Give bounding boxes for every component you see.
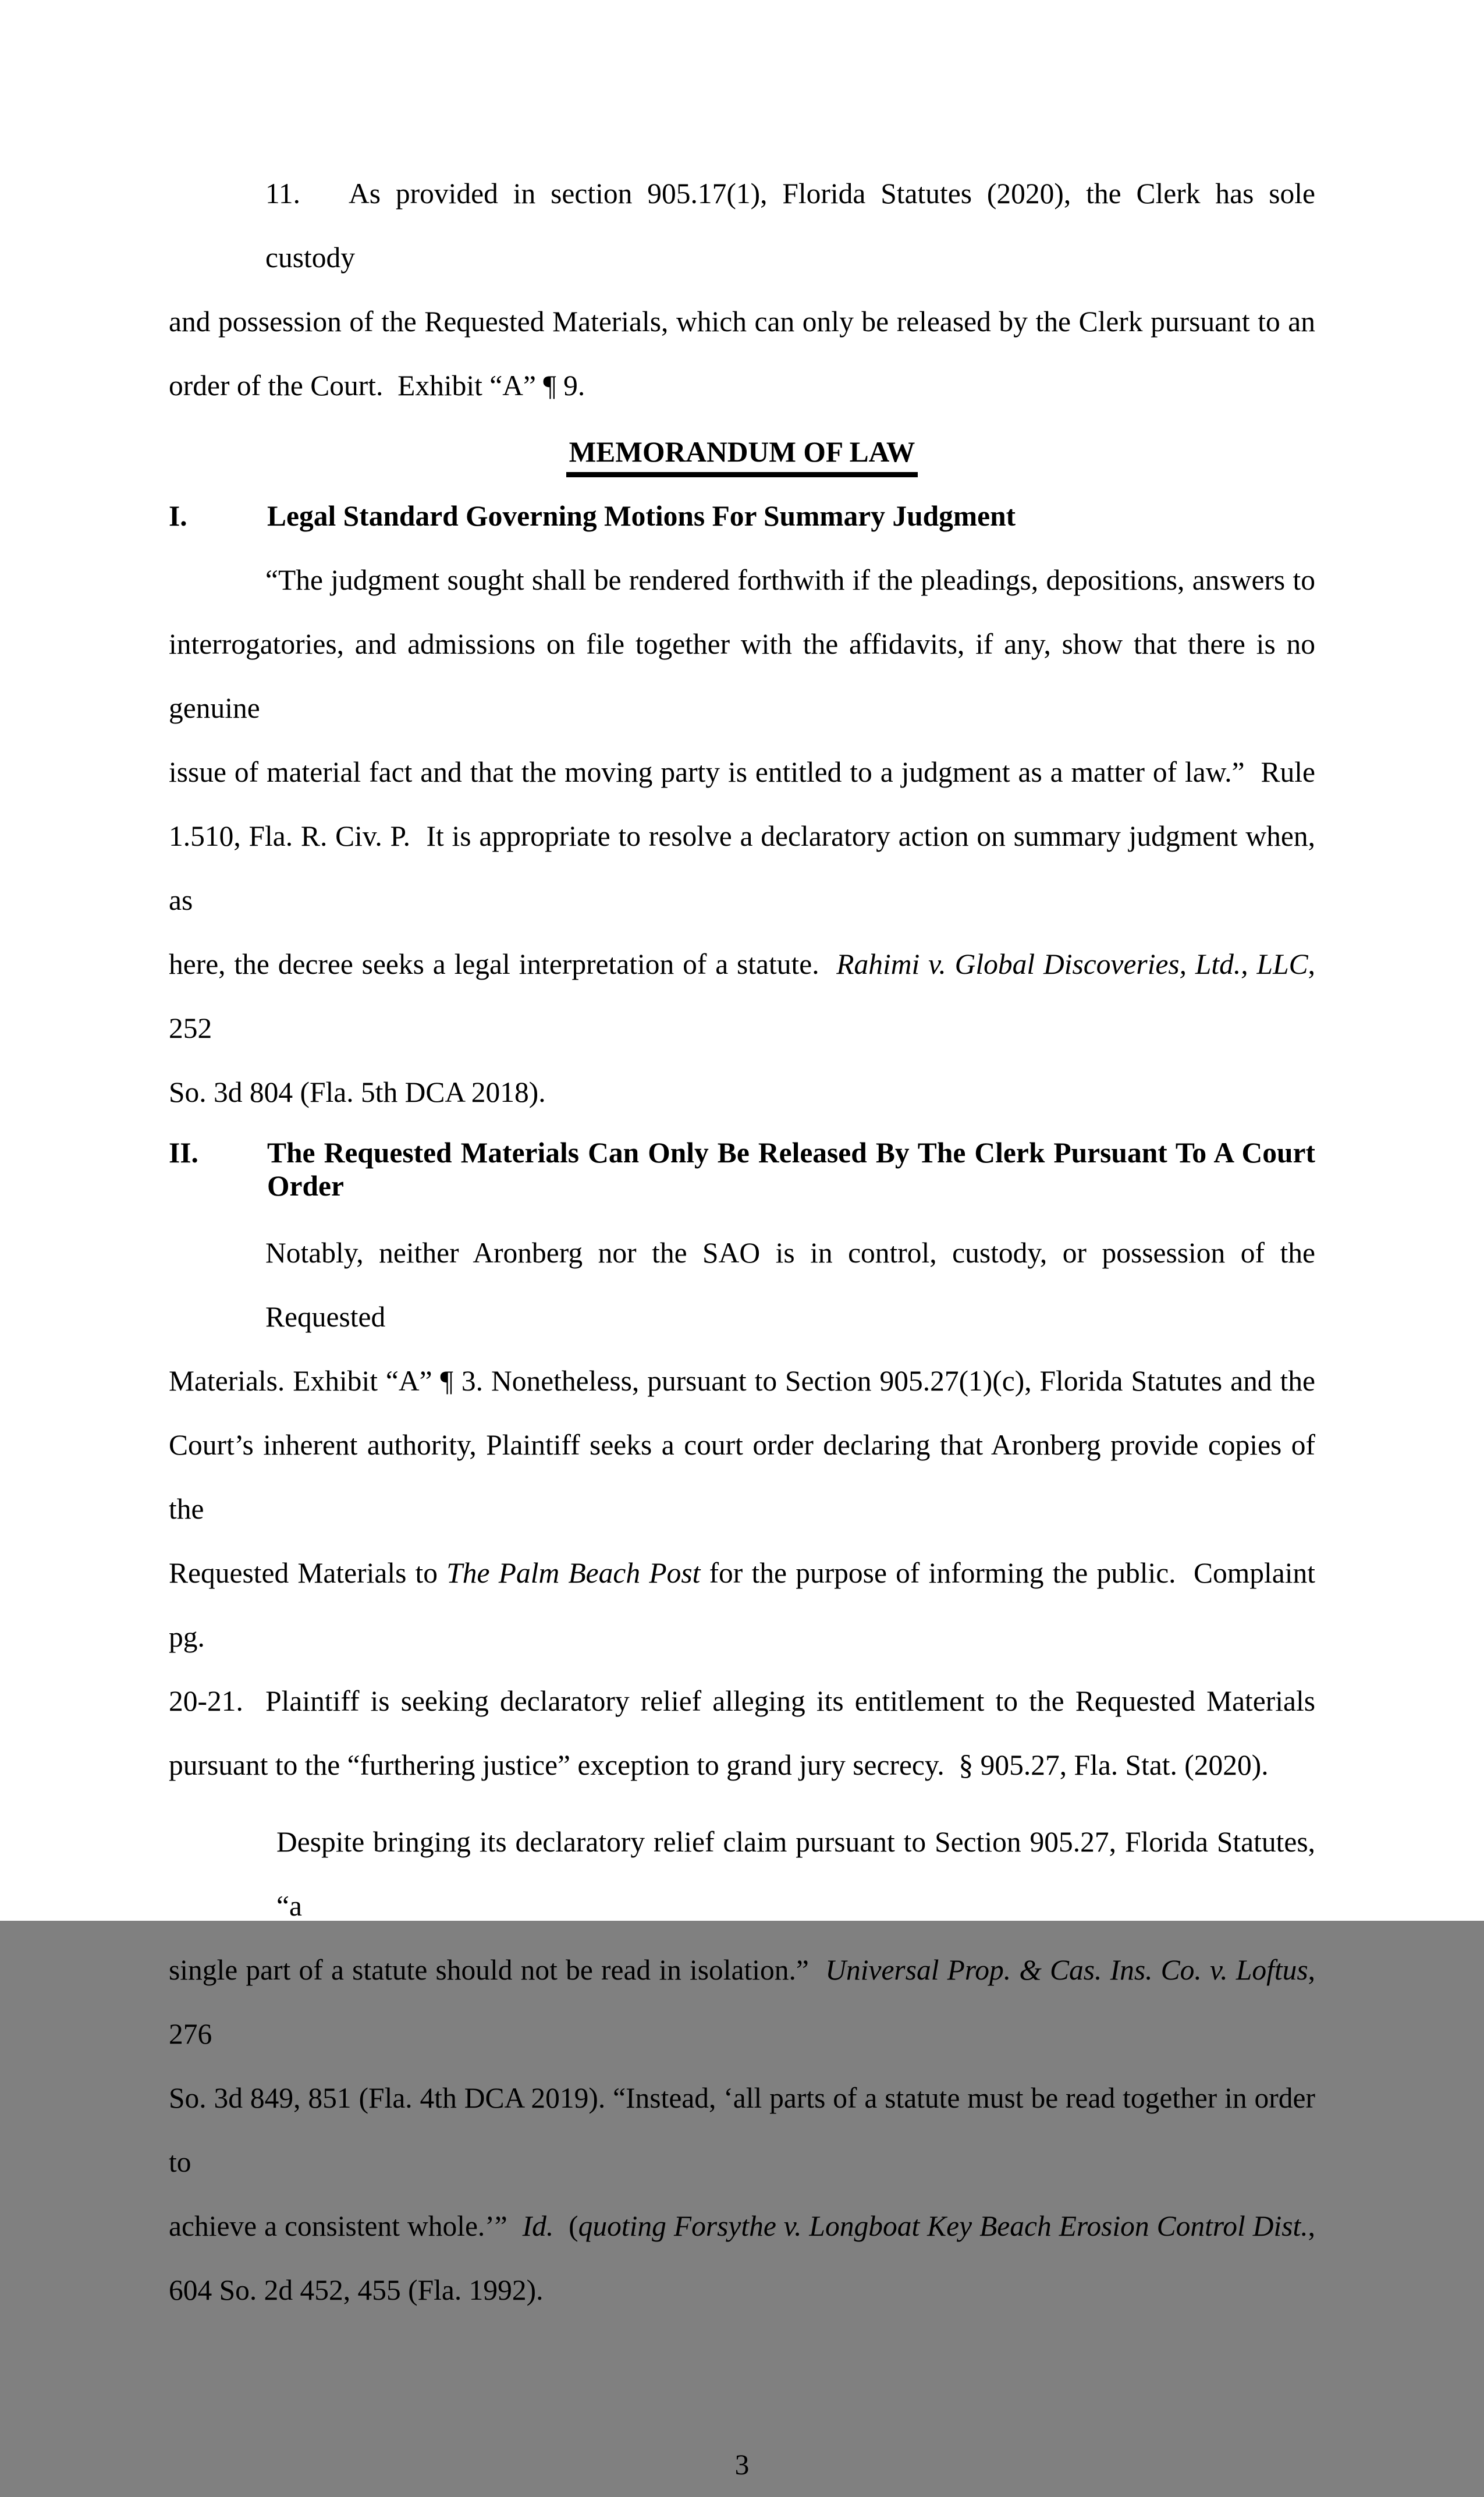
body-text: So. 3d 804 (Fla. 5th DCA 2018).	[169, 1076, 546, 1108]
text-line	[267, 1169, 1315, 1203]
text-line	[169, 2194, 1315, 2258]
text-line	[267, 1136, 1315, 1169]
text-line	[169, 2258, 1315, 2322]
text-line	[169, 1810, 1315, 1938]
text-line	[169, 1060, 1315, 1125]
body-text: Order	[267, 1170, 344, 1202]
body-text: 20-21. Plaintiff is seeking declaratory relief alleging its entitlement to the Requested Materials	[169, 1685, 1315, 1717]
page-number: 3	[734, 2449, 750, 2481]
text-line	[169, 1938, 1315, 2066]
body-text: issue of material fact and that the moving party is entitled to a judgment as a matter of law.” Rule	[169, 756, 1315, 788]
paragraph-11	[169, 162, 1315, 418]
italic-citation-text: Rahimi v. Global Discoveries, Ltd., LLC	[836, 948, 1308, 980]
body-text: pursuant to the “furthering justice” exception to grand jury secrecy. § 905.27, Fla. Stat. (2020).	[169, 1749, 1269, 1781]
body-text: and possession of the Requested Materials, which can only be released by the Clerk pursuant to an	[169, 306, 1315, 338]
text-line	[169, 354, 1315, 418]
text-line	[169, 1349, 1315, 1413]
body-text: here, the decree seeks a legal interpretation of a statute.	[169, 948, 837, 980]
paragraph-despite	[169, 1810, 1315, 2322]
body-text: As provided in section 905.17(1), Florida Statutes (2020), the Clerk has sole custody	[265, 178, 1315, 274]
paragraph-number: 11.	[265, 178, 301, 210]
text-line	[169, 548, 1315, 612]
text-line	[169, 1541, 1315, 1669]
text-line	[169, 1733, 1315, 1797]
italic-citation-text: The Palm Beach Post	[446, 1557, 701, 1589]
body-text: Requested Materials to	[169, 1557, 447, 1589]
body-text: “The judgment sought shall be rendered forthwith if the pleadings, depositions, answers to	[265, 564, 1315, 596]
body-text: 1.510, Fla. R. Civ. P. It is appropriate to resolve a declaratory action on summary judgment when, as	[169, 820, 1315, 916]
text-line	[169, 1221, 1315, 1349]
body-text: ,	[1308, 2210, 1315, 2242]
section-2-number: II.	[169, 1137, 198, 1169]
body-text: single part of a statute should not be read in isolation.”	[169, 1954, 826, 1986]
section-2-heading	[169, 1136, 1315, 1203]
text-line	[169, 162, 1315, 290]
text-line	[169, 740, 1315, 804]
body-text: achieve a consistent whole.’”	[169, 2210, 523, 2242]
section-1-heading	[169, 484, 1315, 548]
body-text: The Requested Materials Can Only Be Released By The Clerk Pursuant To A Court	[267, 1137, 1315, 1169]
italic-citation-text: quoting Forsythe v. Longboat Key Beach Erosion Control Dist.	[578, 2210, 1308, 2242]
memorandum-of-law-heading-text: MEMORANDUM OF LAW	[566, 434, 918, 477]
body-text: 604 So. 2d 452, 455 (Fla. 1992).	[169, 2274, 544, 2306]
text-line	[169, 2066, 1315, 2194]
body-text: Court’s inherent authority, Plaintiff seeks a court order declaring that Aronberg provide copies of the	[169, 1429, 1315, 1525]
section-2-title	[267, 1136, 1315, 1203]
italic-citation-text: Universal Prop. & Cas. Ins. Co. v. Loftus	[825, 1954, 1308, 1986]
body-text: Notably, neither Aronberg nor the SAO is in control, custody, or possession of the Requested	[265, 1237, 1315, 1333]
section-1-title: Legal Standard Governing Motions For Summary Judgment	[267, 500, 1016, 532]
body-text: Materials. Exhibit “A” ¶ 3. Nonetheless, pursuant to Section 905.27(1)(c), Florida Statutes and the	[169, 1365, 1315, 1397]
text-line	[169, 1669, 1315, 1733]
document-content	[169, 162, 1315, 2497]
body-text: interrogatories, and admissions on file together with the affidavits, if any, show that there is no genuine	[169, 628, 1315, 724]
body-text: , 252	[169, 948, 1315, 1044]
text-line	[169, 612, 1315, 740]
body-text: order of the Court. Exhibit “A” ¶ 9.	[169, 370, 585, 402]
body-text: Despite bringing its declaratory relief claim pursuant to Section 905.27, Florida Statutes, “a	[276, 1826, 1315, 1922]
body-text: for the purpose of informing the public. Complaint pg.	[169, 1557, 1315, 1653]
text-line	[169, 290, 1315, 354]
section-1-number: I.	[169, 500, 187, 532]
text-line	[169, 932, 1315, 1060]
paragraph-legal-standard	[169, 548, 1315, 1125]
paragraph-notably	[169, 1221, 1315, 1797]
body-text: So. 3d 849, 851 (Fla. 4th DCA 2019). “Instead, ‘all parts of a statute must be read together in order to	[169, 2082, 1315, 2178]
italic-citation-text: Id.	[522, 2210, 554, 2242]
body-text: , 276	[169, 1954, 1315, 2050]
memorandum-of-law-heading	[169, 420, 1315, 484]
text-line	[169, 1413, 1315, 1541]
body-text: (	[553, 2210, 578, 2242]
text-line	[169, 804, 1315, 932]
